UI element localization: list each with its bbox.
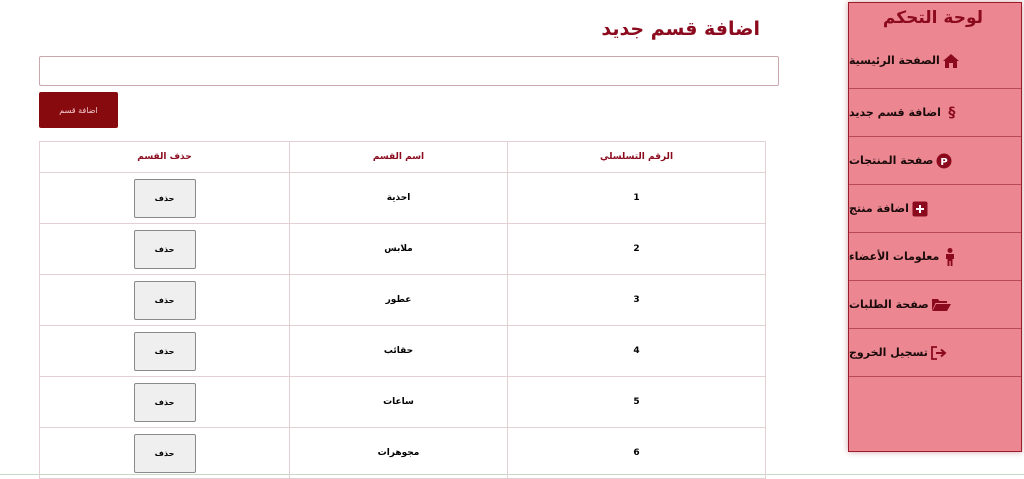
page-title: اضافة قسم جديد	[601, 18, 760, 40]
page-bottom-divider	[0, 474, 1024, 475]
home-icon	[942, 52, 960, 70]
sidebar-item-label: الصفحة الرئيسية	[849, 54, 940, 67]
sidebar-item-label: صفحة الطلبات	[849, 298, 929, 311]
header-name: اسم القسم	[290, 142, 508, 173]
category-name-cell: حقائب	[290, 326, 508, 377]
category-name-input[interactable]	[39, 56, 779, 86]
table-row	[40, 275, 766, 326]
sidebar-item-members[interactable]	[849, 232, 1021, 280]
category-id-cell: 4	[508, 326, 766, 377]
sidebar-title: لوحة التحكم	[882, 8, 983, 28]
sidebar-item-products[interactable]	[849, 136, 1021, 184]
table-row	[40, 326, 766, 377]
sidebar-item-home[interactable]	[849, 33, 1021, 88]
table-row	[40, 173, 766, 224]
sidebar	[848, 2, 1022, 452]
p-circle-icon	[935, 152, 953, 170]
svg-text:P: P	[940, 156, 949, 168]
sidebar-item-label: اضافة منتج	[849, 202, 909, 215]
sidebar-item-add-product[interactable]	[849, 184, 1021, 232]
table-header-row	[40, 142, 766, 173]
category-name-cell: احذية	[290, 173, 508, 224]
category-id-cell: 5	[508, 377, 766, 428]
sidebar-item-label: اضافة قسم جديد	[849, 106, 941, 119]
delete-button[interactable]: حذف	[134, 281, 196, 320]
delete-button[interactable]: حذف	[134, 179, 196, 218]
sidebar-item-label: صفحة المنتجات	[849, 154, 934, 167]
person-icon	[941, 248, 959, 266]
sidebar-item-label: معلومات الأعضاء	[849, 250, 940, 263]
category-name-cell: مجوهرات	[290, 428, 508, 479]
delete-button[interactable]: حذف	[134, 332, 196, 371]
section-icon: §	[948, 104, 956, 121]
categories-table	[39, 141, 766, 479]
category-id-cell: 3	[508, 275, 766, 326]
sidebar-item-logout[interactable]	[849, 328, 1021, 376]
header-id: الرقم التسلسلي	[508, 142, 766, 173]
delete-button[interactable]: حذف	[134, 230, 196, 269]
sidebar-empty-row	[849, 376, 1021, 424]
table-row	[40, 377, 766, 428]
delete-button[interactable]: حذف	[134, 434, 196, 473]
category-id-cell: 6	[508, 428, 766, 479]
sidebar-item-label: تسجيل الخروج	[849, 346, 928, 359]
category-name-cell: ملابس	[290, 224, 508, 275]
header-delete: حذف القسم	[40, 142, 290, 173]
folder-open-icon	[931, 296, 951, 314]
category-id-cell: 1	[508, 173, 766, 224]
table-row	[40, 224, 766, 275]
delete-button[interactable]: حذف	[134, 383, 196, 422]
category-name-cell: عطور	[290, 275, 508, 326]
category-name-cell: ساعات	[290, 377, 508, 428]
table-row	[40, 428, 766, 479]
plus-square-icon	[911, 200, 929, 218]
sign-out-icon	[930, 344, 948, 362]
add-category-button[interactable]: اضافة قسم	[39, 92, 118, 128]
category-id-cell: 2	[508, 224, 766, 275]
sidebar-item-add-category[interactable]	[849, 88, 1021, 136]
sidebar-item-orders[interactable]	[849, 280, 1021, 328]
